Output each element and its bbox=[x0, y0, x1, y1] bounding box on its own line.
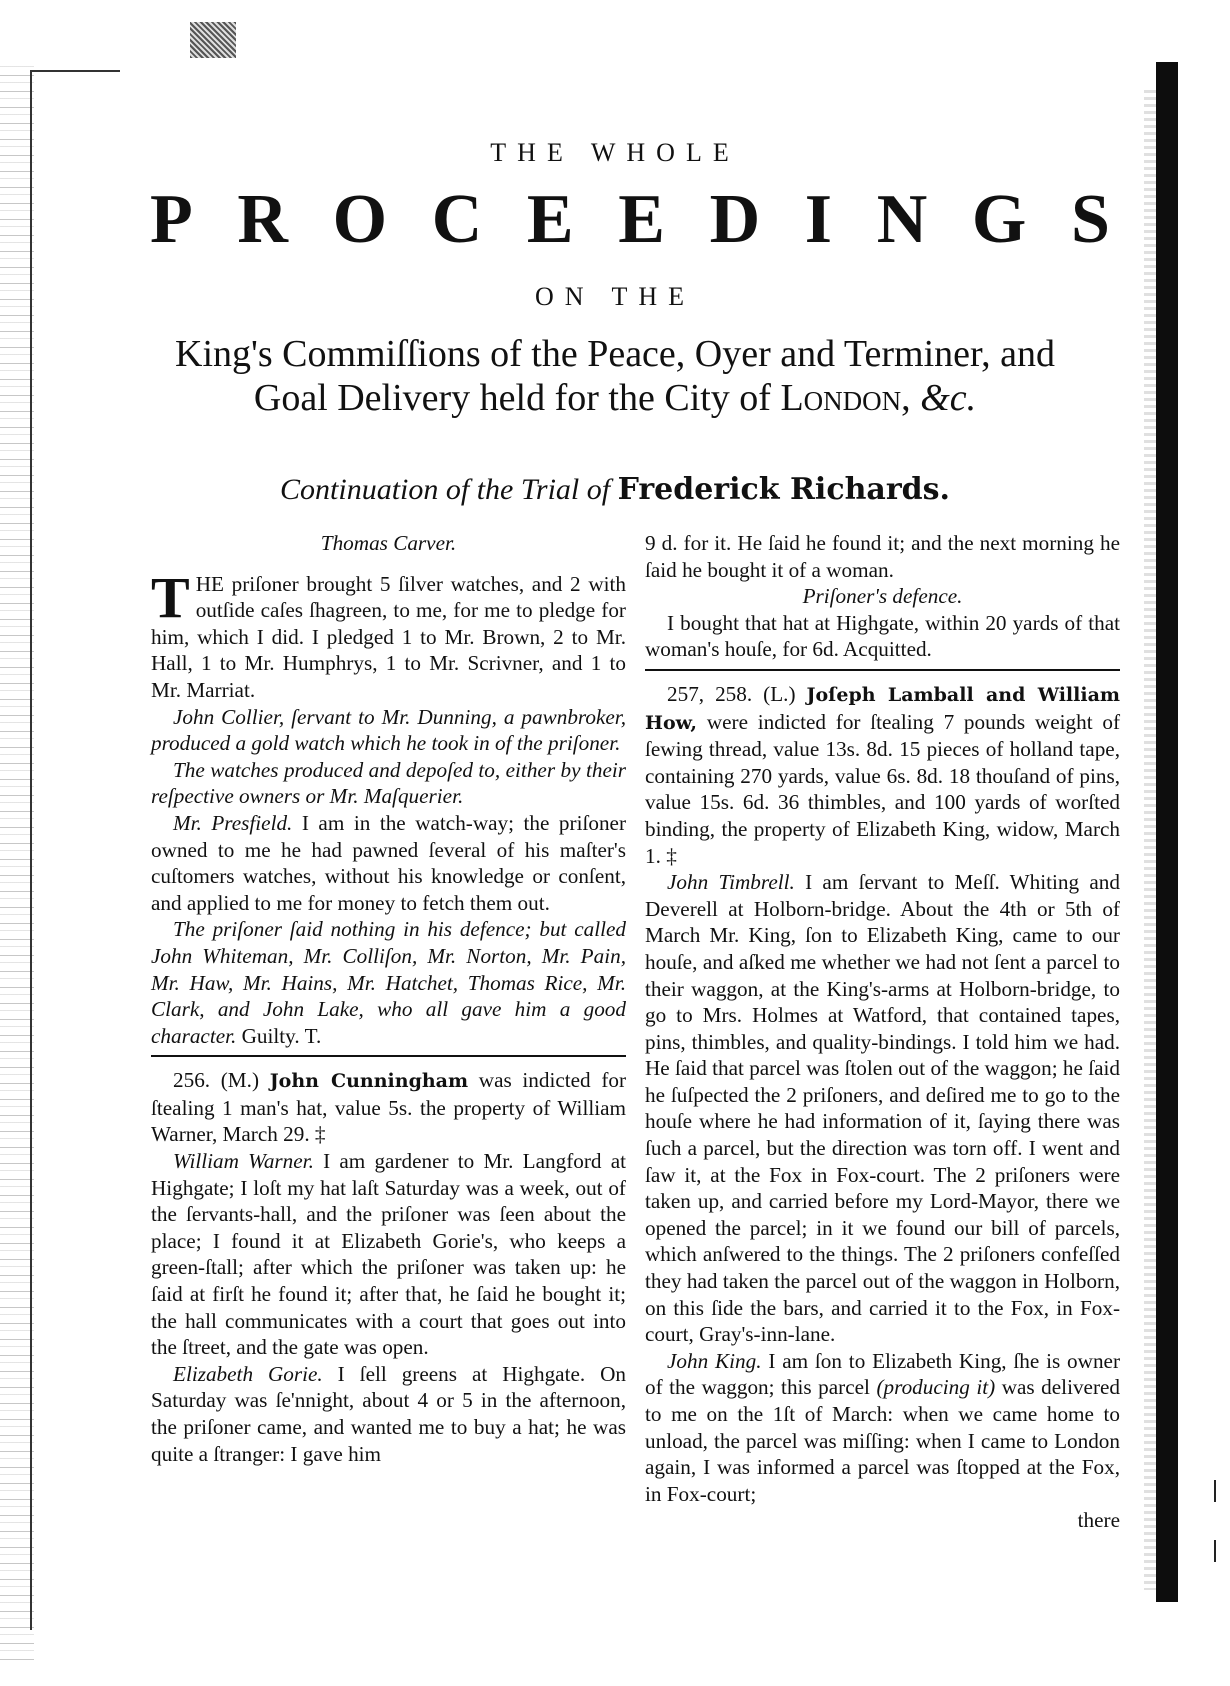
testimony-paragraph: 9 d. for it. He ſaid he found it; and the next morning he ſaid he bought it of a woman. bbox=[645, 531, 1120, 582]
case-number: 257, 258. (L.) bbox=[667, 681, 796, 706]
testimony-paragraph bbox=[151, 916, 626, 1049]
title-letter: C bbox=[431, 181, 483, 258]
witness-name: John King. bbox=[667, 1348, 762, 1373]
testimony-text: I ſell greens at Highgate. On Saturday was ſe'nnight, about 4 or 5 in the afternoon, the priſoner came, and wanted me to buy a hat; he was quite a ſtranger: I gave him bbox=[151, 1361, 626, 1466]
defendant-name: John Cunningham bbox=[269, 1070, 469, 1093]
defence-heading: Priſoner's defence. bbox=[802, 584, 963, 609]
testimony-text: HE priſoner brought 5 ſilver watches, and 2 with outſide caſes ſhagreen, to me, for me to pledge for him, which I did. I pledged 1 to Mr. Brown, 2 to Mr. Hall, 1 to Mr. Humphrys, 1 to Mr. Scrivner, and 1 to Mr. Marriat. bbox=[151, 571, 626, 702]
scan-mark bbox=[1214, 1480, 1216, 1502]
witness-name: Elizabeth Gorie. bbox=[173, 1361, 323, 1386]
header-on-the: ON THE bbox=[534, 282, 696, 311]
testimony-paragraph: The watches produced and depoſed to, either by their reſpective owners or Mr. Maſquerier. bbox=[151, 757, 626, 809]
scan-shadow-right bbox=[1144, 90, 1156, 1590]
title-letter: E bbox=[526, 181, 574, 258]
title-letter: D bbox=[709, 181, 761, 258]
drop-cap: T bbox=[151, 564, 190, 630]
title-letter: S bbox=[1070, 181, 1110, 258]
header-proceedings bbox=[150, 181, 1110, 258]
verdict: Guilty. T. bbox=[241, 1023, 322, 1048]
header-commissions bbox=[0, 332, 1230, 420]
subtitle-text: Goal Delivery held for the City of bbox=[253, 377, 771, 419]
case-paragraph bbox=[645, 681, 1120, 869]
defendant-name: Frederick Richards. bbox=[617, 472, 950, 507]
case-paragraph bbox=[151, 1067, 626, 1148]
testimony-paragraph bbox=[151, 1361, 626, 1467]
testimony-text: I am gardener to Mr. Langford at Highgate; I loſt my hat laſt Saturday was a week, out of the ſervants-hall, and the priſoner was ſeen about the place; I found it at Elizabeth Gorie's, who keeps a green-ſtall; after which the priſoner was taken up: he ſaid at firſt he found it; after that, he ſaid he bought it; the hall communicates with a court that goes out into the ſtreet, and the gate was open. bbox=[151, 1149, 627, 1360]
testimony-text: I am ſervant to Meſſ. Whiting and Deverell at Holborn-bridge. About the 4th or 5th of March Mr. King, ſon to Elizabeth King, came to our houſe, and aſked me whether we had not ſent a parcel to their waggon, at the King's-arms at Holborn-bridge, to go to Mrs. Holmes at Watford, that contained tapes, pins, thimbles, and quality-bindings. I told him we had. He ſaid that parcel was ſtolen out of the waggon; he ſaid he ſuſpected the 2 priſoners, and deſired me to go to the houſe where he had information of it, ſaying there was ſuch a parcel, but the direction was torn off. I went and ſaw it, at the Fox in Fox-court. The 2 priſoners were taken up, and carried before my Lord-Mayor, there we opened the parcel; in it we found our bill of parcels, which anſwered to the things. The 2 priſoners confeſſed they had taken the parcel out of the waggon in Holborn, on this ſide the bars, and carried it to the Fox, in Fox-court, Gray's-inn-lane. bbox=[645, 870, 1120, 1347]
testimony-paragraph bbox=[645, 869, 1120, 1348]
testimony-paragraph bbox=[645, 1348, 1120, 1508]
header-the-whole: THE WHOLE bbox=[490, 138, 740, 167]
section-divider bbox=[151, 1055, 626, 1057]
title-letter: I bbox=[804, 181, 833, 258]
defendant-name: Joſeph Lamball and William How, bbox=[645, 683, 1120, 734]
testimony-text: was delivered to me on the 1ſt of March: when we came home to unload, the parcel was miſſing: when I came to London again, I was informed a parcel was ſtopped at the Fox, in Fox-court; bbox=[645, 1375, 1121, 1506]
testimony-paragraph bbox=[151, 1148, 626, 1361]
title-letter: E bbox=[618, 181, 665, 258]
right-column bbox=[645, 530, 1120, 1534]
case-text: were indicted for ſtealing 7 pounds weight of ſewing thread, value 13s. 8d. 15 pieces of holland tape, containing 270 yards, value 6s. 8d. 18 thouſand of pins, value 15s. 6d. 36 thimbles, and 100 yards of worſted binding, the property of Elizabeth King, widow, March 1. ‡ bbox=[645, 709, 1120, 868]
witness-heading: Thomas Carver. bbox=[320, 531, 457, 555]
title-letter: R bbox=[237, 181, 288, 258]
testimony-paragraph: I bought that hat at Highgate, within 20 yards of that woman's houſe, for 6d. Acquitted. bbox=[645, 610, 1120, 662]
parenthetical: (producing it) bbox=[876, 1375, 996, 1400]
case-number: 256. (M.) bbox=[173, 1068, 259, 1093]
witness-name: William Warner. bbox=[173, 1149, 314, 1174]
page-border-top bbox=[30, 70, 120, 72]
subtitle-line-2 bbox=[0, 376, 1230, 420]
catchword: there bbox=[1077, 1508, 1120, 1533]
subtitle-london: London, bbox=[780, 377, 911, 419]
scan-mark bbox=[1214, 1540, 1216, 1562]
section-divider bbox=[645, 669, 1120, 671]
subtitle-etc: &c. bbox=[920, 377, 977, 419]
smudged-page-number bbox=[190, 22, 236, 58]
witness-name: Mr. Presfield. bbox=[173, 810, 293, 835]
left-column bbox=[151, 530, 626, 1467]
continuation-heading bbox=[0, 472, 1230, 507]
title-letter: O bbox=[332, 181, 388, 258]
testimony-text: I am in the watch-way; the priſoner owned to me he had pawned ſeveral of his maſter's cuſtomers watches, without his knowledge or conſent, and applied to me for money to fetch them out. bbox=[151, 810, 626, 915]
title-letter: P bbox=[150, 181, 193, 258]
testimony-text: I am ſon to Elizabeth King, ſhe is owner of the waggon; this parcel bbox=[645, 1348, 1121, 1400]
testimony-text: The priſoner ſaid nothing in his defence; but called John Whiteman, Mr. Colliſon, Mr. Norton, Mr. Pain, Mr. Haw, Mr. Hains, Mr. Hatchet, Thomas Rice, Mr. Clark, and John Lake, who all gave him a good character. bbox=[151, 917, 626, 1048]
continuation-text: Continuation of the Trial of bbox=[280, 473, 611, 506]
subtitle-line-1: King's Commiſſions of the Peace, Oyer and Terminer, and bbox=[175, 333, 1055, 375]
witness-name: John Timbrell. bbox=[667, 870, 795, 895]
testimony-paragraph bbox=[151, 810, 626, 916]
case-text: was indicted for ſtealing 1 man's hat, value 5s. the property of William Warner, March 29. ‡ bbox=[151, 1068, 627, 1147]
title-letter: G bbox=[971, 181, 1027, 258]
testimony-paragraph: John Collier, ſervant to Mr. Dunning, a pawnbroker, produced a gold watch which he took in of the priſoner. bbox=[151, 704, 626, 756]
title-letter: N bbox=[876, 181, 928, 258]
testimony-paragraph bbox=[151, 564, 626, 704]
